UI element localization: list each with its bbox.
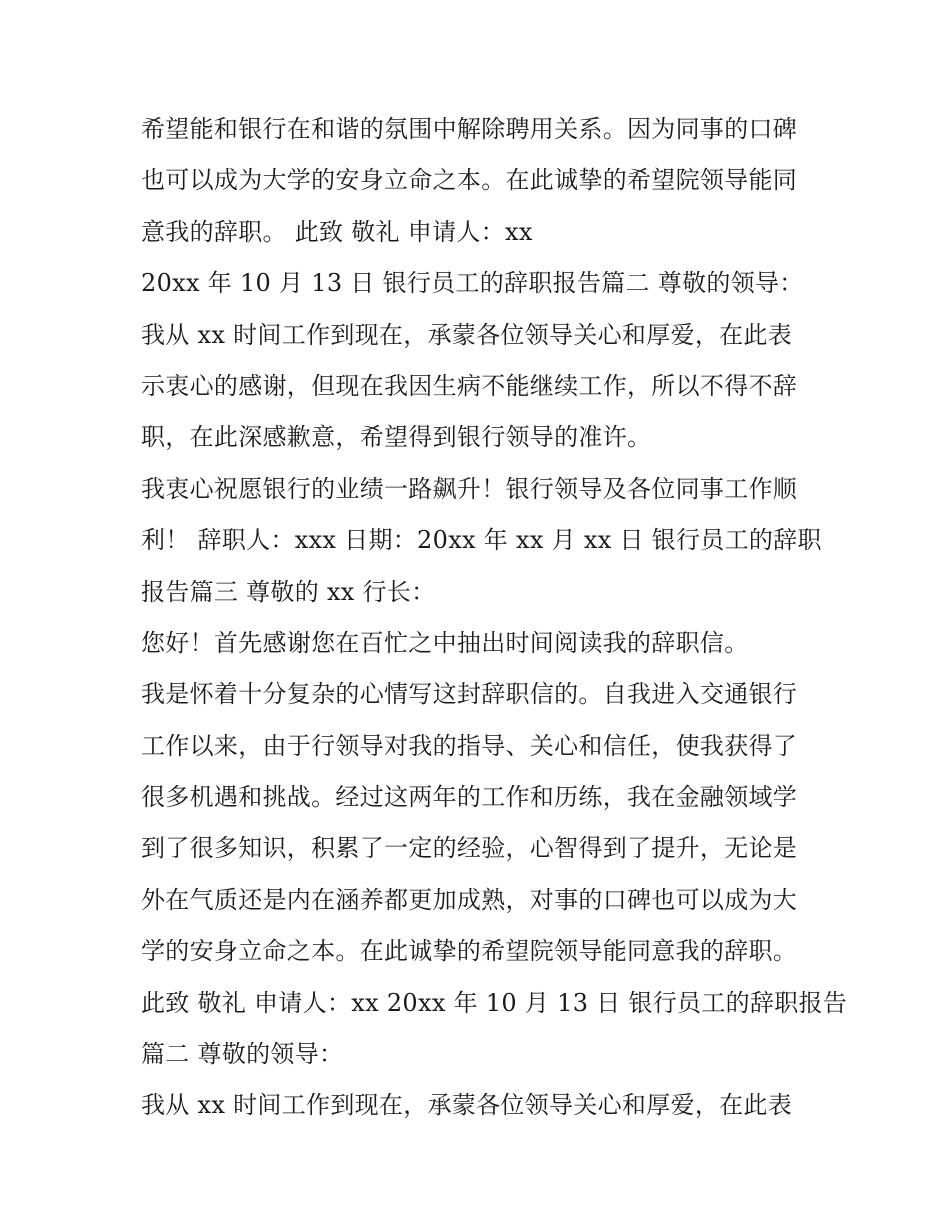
text-line: 我从 xx 时间工作到现在，承蒙各位领导关心和厚爱，在此表 [141,1091,793,1120]
text-line: 您好！首先感谢您在百忙之中抽出时间阅读我的辞职信。 [141,628,749,657]
text-line: 利！ 辞职人：xxx 日期：20xx 年 xx 月 xx 日 银行员工的辞职 [141,526,822,555]
document-body [141,104,848,1132]
text-line: 到了很多知识，积累了一定的经验，心智得到了提升，无论是 [141,834,798,863]
text-line: 报告篇三 尊敬的 xx 行长： [141,577,436,606]
text-line: 我衷心祝愿银行的业绩一路飙升！银行领导及各位同事工作顺 [141,474,798,503]
text-line: 篇二 尊敬的领导： [141,1040,344,1069]
text-line: 我从 xx 时间工作到现在，承蒙各位领导关心和厚爱，在此表 [141,320,793,349]
text-line: 很多机遇和挑战。经过这两年的工作和历练，我在金融领域学 [141,783,798,812]
text-line: 希望能和银行在和谐的氛围中解除聘用关系。因为同事的口碑 [141,115,798,143]
text-line: 也可以成为大学的安身立命之本。在此诚挚的希望院领导能同 [141,166,798,195]
text-line: 我是怀着十分复杂的心情写这封辞职信的。自我进入交通银行 [141,680,798,709]
text-line: 此致 敬礼 申请人：xx 20xx 年 10 月 13 日 银行员工的辞职报告 [141,988,848,1017]
text-line: 意我的辞职。 此致 敬礼 申请人：xx [141,217,533,246]
text-line: 示衷心的感谢，但现在我因生病不能继续工作，所以不得不辞 [141,371,798,400]
text-line: 外在气质还是内在涵养都更加成熟，对事的口碑也可以成为大 [141,885,798,914]
text-line: 职，在此深感歉意，希望得到银行领导的准许。 [141,423,652,452]
text-line: 20xx 年 10 月 13 日 银行员工的辞职报告篇二 尊敬的领导： [141,269,804,298]
text-line: 学的安身立命之本。在此诚挚的希望院领导能同意我的辞职。 [141,937,798,966]
text-line: 工作以来，由于行领导对我的指导、关心和信任，使我获得了 [141,731,798,760]
